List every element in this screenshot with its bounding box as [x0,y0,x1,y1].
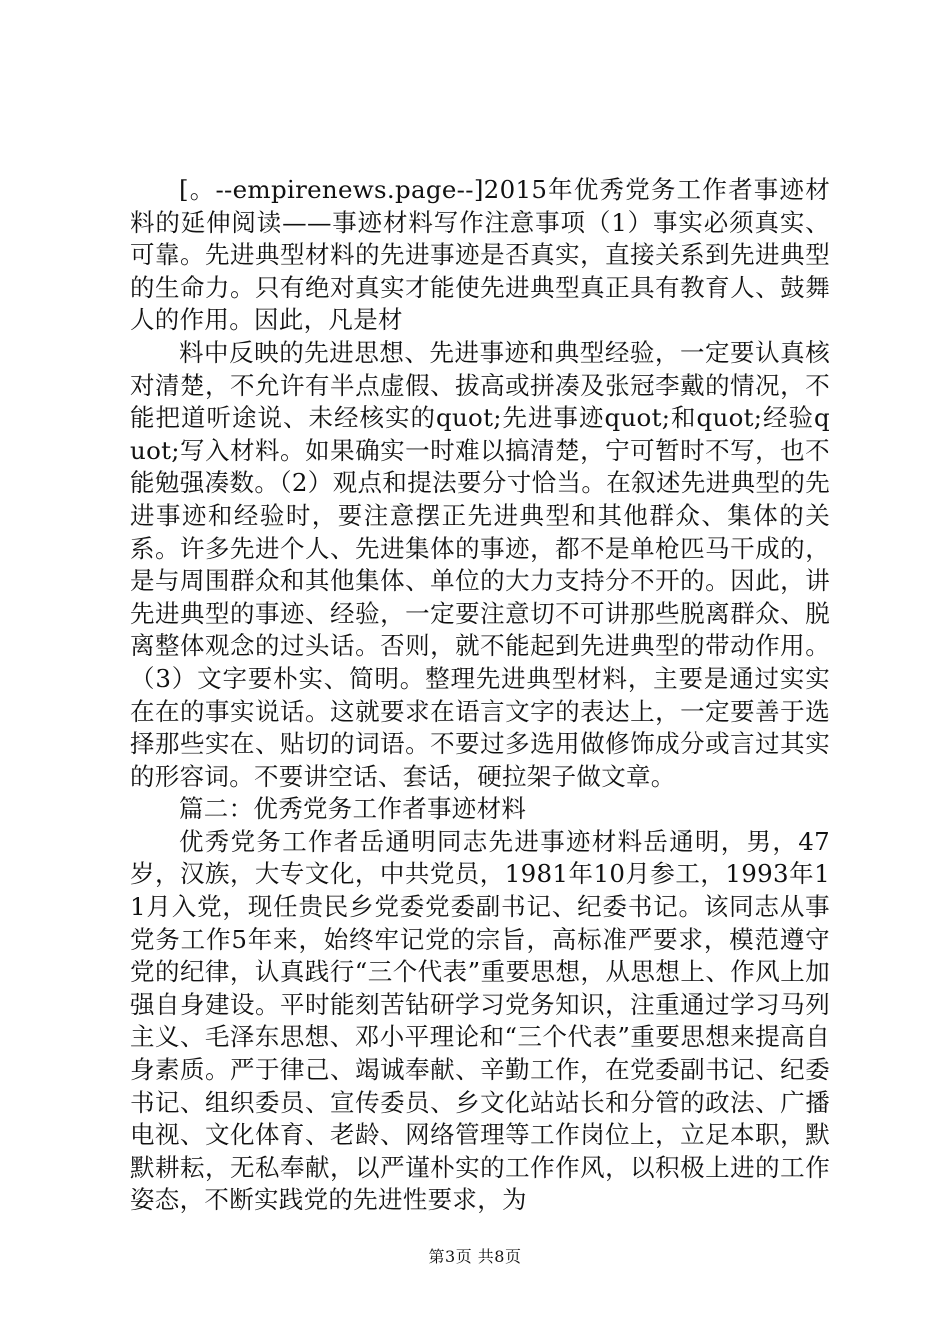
page-number-footer: 第3页 共8页 [428,1247,522,1266]
paragraph-intro: [。--empirenews.page--]2015年优秀党务工作者事迹材料的延伸阅读——事迹材料写作注意事项（1）事实必须真实、可靠。先进典型材料的先进事迹是否真实，直接关系到先进典型的生命力。只有绝对真实才能使先进典型真正具有教育人、鼓舞人的作用。因此，凡是材 [130,175,830,335]
paragraph-profile: 优秀党务工作者岳通明同志先进事迹材料岳通明，男，47岁，汉族，大专文化，中共党员，1981年10月参工，1993年11月入党，现任贵民乡党委党委副书记、纪委书记。该同志从事党务工作5年来，始终牢记党的宗旨，高标准严要求，模范遵守党的纪律，认真践行“三个代表”重要思想，从思想上、作风上加强自身建设。平时能刻苦钻研学习党务知识，注重通过学习马列主义、毛泽东思想、邓小平理论和“三个代表”重要思想来提高自身素质。严于律己、竭诚奉献、辛勤工作，在党委副书记、纪委书记、组织委员、宣传委员、乡文化站站长和分管的政法、广播电视、文化体育、老龄、网络管理等工作岗位上，立足本职，默默耕耘，无私奉献，以严谨朴实的工作作风，以积极上进的工作姿态，不断实践党的先进性要求，为 [130,826,830,1215]
paragraph-writing-notes: 料中反映的先进思想、先进事迹和典型经验，一定要认真核对清楚，不允许有半点虚假、拔高或拼凑及张冠李戴的情况，不能把道听途说、未经核实的quot;先进事迹quot;和quot;经验quot;写入材料。如果确实一时难以搞清楚，宁可暂时不写，也不能勉强凑数。（2）观点和提法要分寸恰当。在叙述先进典型的先进事迹和经验时，要注意摆正先进典型和其他群众、集体的关系。许多先进个人、先进集体的事迹，都不是单枪匹马干成的，是与周围群众和其他集体、单位的大力支持分不开的。因此，讲先进典型的事迹、经验，一定要注意切不可讲那些脱离群众、脱离整体观念的过头话。否则，就不能起到先进典型的带动作用。（3）文字要朴实、简明。整理先进典型材料，主要是通过实实在在的事实说话。这就要求在语言文字的表达上，一定要善于选择那些实在、贴切的词语。不要过多选用做修饰成分或言过其实的形容词。不要讲空话、套话，硬拉架子做文章。 [130,337,830,791]
document-body [130,174,830,1217]
section-heading: 篇二：优秀党务工作者事迹材料 [179,794,527,824]
